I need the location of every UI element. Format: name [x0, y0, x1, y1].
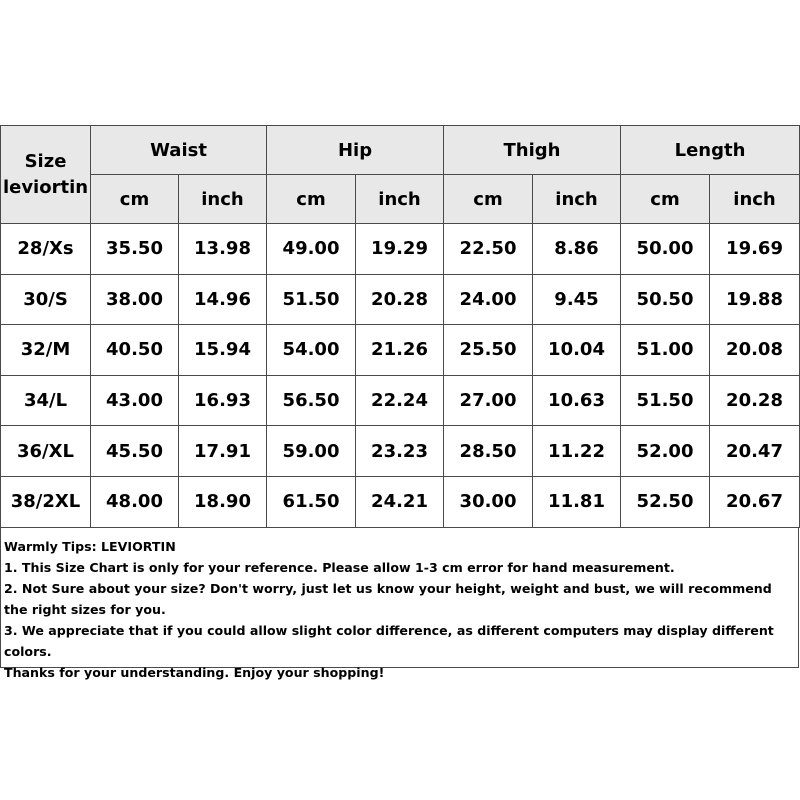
table-cell: 52.00	[621, 426, 710, 477]
table-cell: 15.94	[179, 325, 267, 376]
table-cell: 20.28	[710, 375, 800, 426]
table-cell: 61.50	[267, 476, 356, 527]
tip-line: 2. Not Sure about your size? Don't worry, just let us know your height, weight and bust, we will recommend the right sizes for you.	[4, 580, 772, 617]
table-cell: 9.45	[533, 274, 621, 325]
unit-header: inch	[179, 175, 267, 224]
table-cell: 52.50	[621, 476, 710, 527]
size-cell: 28/Xs	[1, 224, 91, 275]
table-cell: 18.90	[179, 476, 267, 527]
size-chart	[0, 125, 799, 680]
size-cell: 36/XL	[1, 426, 91, 477]
table-cell: 20.47	[710, 426, 800, 477]
table-cell: 59.00	[267, 426, 356, 477]
table-cell: 10.04	[533, 325, 621, 376]
table-row	[1, 325, 800, 376]
table-cell: 24.00	[444, 274, 533, 325]
table-cell: 35.50	[91, 224, 179, 275]
group-header-hip: Hip	[267, 126, 444, 175]
brand-label: leviortin	[2, 176, 89, 198]
table-cell: 10.63	[533, 375, 621, 426]
size-cell: 32/M	[1, 325, 91, 376]
table-cell: 49.00	[267, 224, 356, 275]
table-cell: 45.50	[91, 426, 179, 477]
group-header-thigh: Thigh	[444, 126, 621, 175]
size-cell: 38/2XL	[1, 476, 91, 527]
table-cell: 20.67	[710, 476, 800, 527]
unit-header: inch	[356, 175, 444, 224]
table-cell: 24.21	[356, 476, 444, 527]
table-cell: 23.23	[356, 426, 444, 477]
table-cell: 20.08	[710, 325, 800, 376]
table-cell: 51.50	[621, 375, 710, 426]
unit-header: cm	[91, 175, 179, 224]
table-cell: 51.50	[267, 274, 356, 325]
table-cell: 11.81	[533, 476, 621, 527]
tips-box	[0, 528, 799, 680]
tip-line: 1. This Size Chart is only for your reference. Please allow 1-3 cm error for hand measurement.	[4, 559, 675, 575]
table-cell: 43.00	[91, 375, 179, 426]
table-cell: 40.50	[91, 325, 179, 376]
table-cell: 21.26	[356, 325, 444, 376]
table-row	[1, 375, 800, 426]
table-cell: 11.22	[533, 426, 621, 477]
size-cell: 34/L	[1, 375, 91, 426]
table-cell: 20.28	[356, 274, 444, 325]
table-row	[1, 224, 800, 275]
table-cell: 28.50	[444, 426, 533, 477]
table-cell: 22.50	[444, 224, 533, 275]
tip-line: 3. We appreciate that if you could allow slight color difference, as different computers may display different colors.	[4, 622, 774, 659]
table-cell: 19.29	[356, 224, 444, 275]
table-cell: 25.50	[444, 325, 533, 376]
table-cell: 48.00	[91, 476, 179, 527]
table-cell: 22.24	[356, 375, 444, 426]
table-cell: 50.50	[621, 274, 710, 325]
table-cell: 54.00	[267, 325, 356, 376]
group-header-waist: Waist	[91, 126, 267, 175]
table-cell: 19.69	[710, 224, 800, 275]
table-row	[1, 476, 800, 527]
table-cell: 30.00	[444, 476, 533, 527]
unit-header: inch	[710, 175, 800, 224]
table-cell: 56.50	[267, 375, 356, 426]
size-table	[0, 125, 800, 528]
unit-header: inch	[533, 175, 621, 224]
table-row	[1, 426, 800, 477]
unit-header: cm	[267, 175, 356, 224]
table-cell: 16.93	[179, 375, 267, 426]
group-header-length: Length	[621, 126, 800, 175]
table-cell: 17.91	[179, 426, 267, 477]
size-label: Size	[24, 150, 67, 172]
tips-title: Warmly Tips: LEVIORTIN	[4, 538, 176, 554]
table-row	[1, 274, 800, 325]
unit-header: cm	[621, 175, 710, 224]
table-cell: 14.96	[179, 274, 267, 325]
table-cell: 19.88	[710, 274, 800, 325]
table-cell: 13.98	[179, 224, 267, 275]
size-column-header	[1, 126, 91, 224]
table-cell: 51.00	[621, 325, 710, 376]
unit-header: cm	[444, 175, 533, 224]
table-cell: 50.00	[621, 224, 710, 275]
size-cell: 30/S	[1, 274, 91, 325]
table-cell: 27.00	[444, 375, 533, 426]
table-cell: 8.86	[533, 224, 621, 275]
table-cell: 38.00	[91, 274, 179, 325]
tip-line: Thanks for your understanding. Enjoy your shopping!	[4, 664, 385, 680]
